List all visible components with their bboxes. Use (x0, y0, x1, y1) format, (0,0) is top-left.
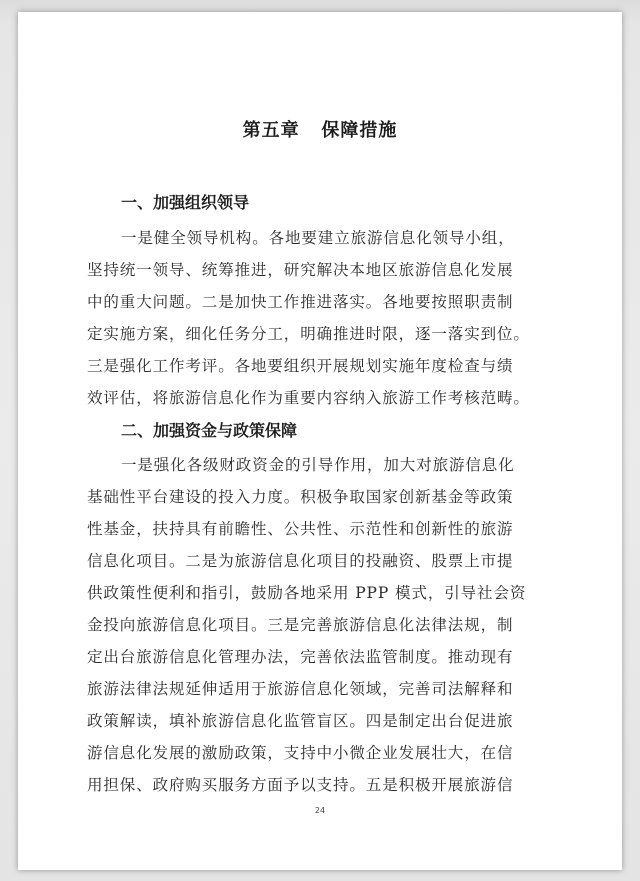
paragraph-line: 金投向旅游信息化项目。三是完善旅游信息化法律法规，制 (87, 616, 514, 634)
paragraph-line: 三是强化工作考评。各地要组织开展规划实施年度检查与绩 (87, 357, 514, 375)
paragraph-line: 基础性平台建设的投入力度。积极争取国家创新基金等政策 (87, 488, 514, 506)
paragraph-line: 旅游法律法规延伸适用于旅游信息化领域，完善司法解释和 (87, 680, 514, 698)
paragraph-line: 坚持统一领导、统筹推进，研究解决本地区旅游信息化发展 (87, 261, 514, 279)
paragraph-line: 供政策性便利和指引，鼓励各地采用 PPP 模式，引导社会资 (87, 584, 527, 602)
document-page (18, 12, 622, 870)
paragraph-line: 用担保、政府购买服务方面予以支持。五是积极开展旅游信 (87, 776, 514, 794)
paragraph-line: 一是健全领导机构。各地要建立旅游信息化领导小组， (121, 229, 515, 247)
paragraph-line: 政策解读，填补旅游信息化监管盲区。四是制定出台促进旅 (87, 712, 514, 730)
section-heading-2: 二、加强资金与政策保障 (121, 421, 298, 440)
paragraph-line: 信息化项目。二是为旅游信息化项目的投融资、股票上市提 (87, 552, 514, 570)
paragraph-line: 一是强化各级财政资金的引导作用，加大对旅游信息化 (121, 456, 515, 474)
paragraph-line: 效评估，将旅游信息化作为重要内容纳入旅游工作考核范畴。 (87, 389, 530, 407)
paragraph-line: 定实施方案，细化任务分工，明确推进时限，逐一落实到位。 (87, 325, 530, 343)
paragraph-line: 性基金，扶持具有前瞻性、公共性、示范性和创新性的旅游 (87, 520, 514, 538)
page-number: 24 (314, 806, 326, 815)
paragraph-line: 定出台旅游信息化管理办法，完善依法监管制度。推动现有 (87, 648, 514, 666)
chapter-title: 第五章 保障措施 (242, 120, 398, 141)
section-heading-1: 一、加强组织领导 (121, 193, 250, 212)
paragraph-line: 中的重大问题。二是加快工作推进落实。各地要按照职责制 (87, 293, 514, 311)
paragraph-line: 游信息化发展的激励政策，支持中小微企业发展壮大，在信 (87, 744, 514, 762)
